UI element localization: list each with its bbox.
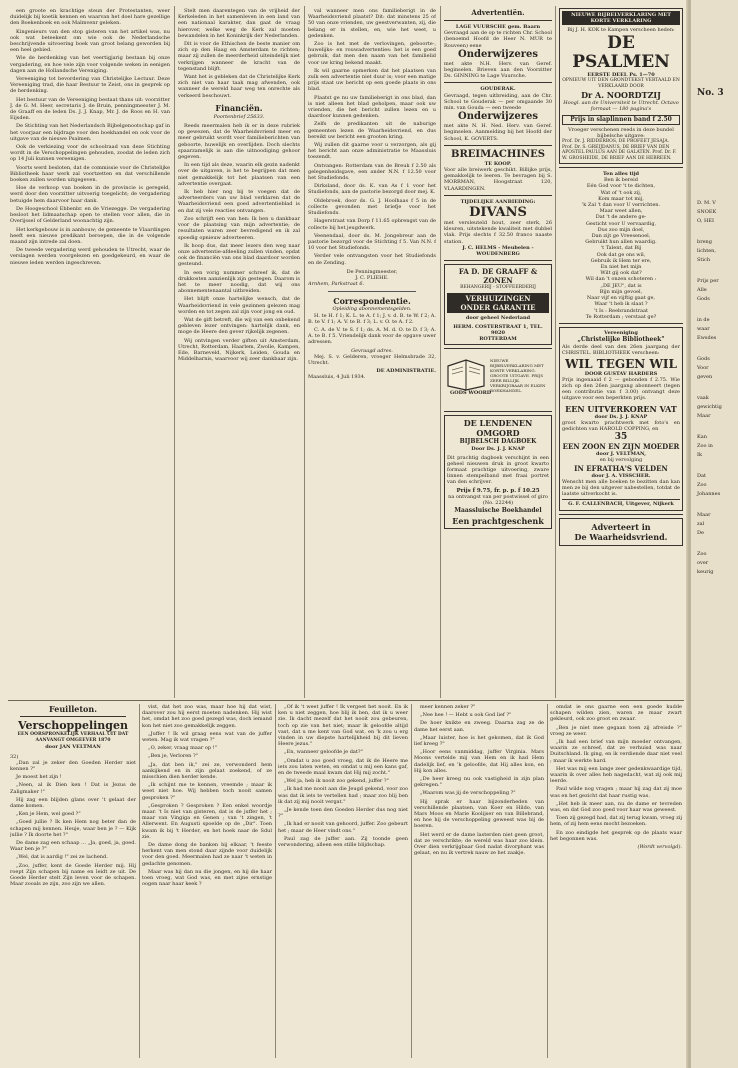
ad-headline: DE LENDENEN OMGORD [463,418,533,439]
next-page-fragment: Voor [697,365,709,371]
paragraph: Maar was hij dan nu die jongen, en hij die haar toen vroeg, wat God was, en met zijne ernstige oogen naar haar keek ? [142,868,272,888]
feuilleton-column-3 [278,704,408,1060]
ad-divans [444,199,552,257]
paragraph: Wij zullen dit gaarne voor u verzorgen, als gij het bericht aan onze administratie te Maassluis toezendt. [308,142,436,161]
paragraph: In een vorig nummer schreef ik, dat de drukkosten aanzienlijk zijn gestegen. Daarom is het te meer noodig, dat wij ons abonnementenaantal uitbreiden. [178,269,300,295]
article-column-1 [10,8,170,698]
poem-line: Gebruikt hun allen waardig. [585,239,657,246]
paragraph: omdat ie ons gaarne een een goede kudde schapen wilden zien, waren ze maar zwart gekleurd, ook zoo groot en zwaar. [550,704,682,723]
paragraph: „Het heb ik meer aan, nu de dame er tevreden was, en dat God zoo goed voor haar was geweest. [550,800,682,814]
paragraph: En zoo eindigde het gesprek op de plaats waar het begonnen was. [550,829,682,842]
paragraph: Hij sprak er haar bijzonderheden van verschillende plaatsen, van Koer en Hildo, van Mars Moos en Marie Koolijser en van Billebrand, en hoe hij de verschoppeling geweest was bij de boeren. [414,798,544,830]
administration-place: Maassluis, 4 Juli 1934. [308,374,366,381]
ad-headline: Onderwijzeres [458,48,538,60]
poem-line: Bijn mijn gevoel, [599,288,643,295]
poem-line: Te Rotterdam ; verstaat ge? [585,313,657,320]
ad-author: Door Ds. J. J. KNAP [471,446,525,453]
ad-subtitle: TE KOOP. [484,160,512,167]
paragraph: Hij zag een blijden glans over 't gelaat der dame komen. [10,796,136,810]
paragraph: Het was mij een lange zeer gedenkwaardige tijd, waarin ik over alles heb nagedacht, wat zij ook mij leerde. [550,765,682,785]
paragraph: „Maar luister, hoe is het gekomen, dat ik God lief kreeg ?" [414,734,544,748]
column-rule [275,704,276,1058]
next-page-fragment: Zoo [697,482,707,488]
ad-poem [559,171,683,320]
feuilleton-column-1 [10,704,136,1060]
paragraph: een groote en krachtige steun der Protestanten, weer duidelijk bij koetik kennen en waarvan het doel hare gezellige den Boekenboek en ook Malmvenr geleken. [10,8,170,27]
section-subheading: Opleiding abonnementsgelden. [332,306,412,313]
ad-author: DOOR GUSTAV HARDERS [584,370,658,377]
poem-lines [559,177,683,320]
next-page-fragment: Zoo [697,551,707,557]
paragraph: „Ik schijnt me te kennen, vreemde ; maar ik weet niet hoe. Wij hebben toch nooit samen gesproken ?" [142,782,272,801]
ad-firm: J. C. HELMS - Meubelen - WOUDENBERG [462,244,534,258]
paragraph: Voorts werd besloten, dat de commissie voor de Christelijke Bibliotheek haar werk zal voortzetten en dat verschillende boeken zullen worden uitgegeven. [10,164,170,184]
ad-title: LAGE VUURSCHE gem. Baarn [455,24,541,30]
paragraph: Paul zag de juffer aan. Zij toonde geen verwondering, alleen een stille blijdschap. [278,835,408,849]
paragraph: Zoo is het met de verlovingen, geboorte-, huwelijks- en rouwadvertenties: het is een goed gebruik, dat men den naam van het familielid voor uw kring bekend maakt. [308,41,436,66]
open-book-icon [446,356,486,392]
next-page-fragment: Zoo in [697,443,713,449]
poem-line: Gesticht voor U vervaardig, [585,220,657,227]
paragraph: Het bestuur van de Vereeniging bestaat thans uit: voorzitter J. de G. M. Heer, secretaris J. de Bruin, penningmeester J. M. de Graaff en de leden Ds. J. J. Knap, Mr. J. de Roos en H. van Eijsden. [10,96,170,122]
column-rule [174,6,175,698]
poem-line: Ben ik bereid [604,177,638,184]
continued-note: (Wordt vervolgd). [637,844,682,851]
paragraph: Zoo schrijft een van hen: Ik ben u dankbaar voor de plaatsing van mijn advertentie; de resultaten waren zeer bevredigend en ik zal spoedig opnieuw adverteeren. [178,215,300,241]
ad-text: Gevraagd, tegen uitbreiding, aan de Chr. School te Gouderak — per omgaande 30 min. van Gouda — een tweede [444,92,552,112]
paragraph: H. te H. f 1; K. L. te A. f 1; J. v. d. B. te W. f 2; A. B. te V. f 1; A. V. te B. f 3; L. v. O. te A. f 2. [308,312,436,325]
paragraph: „Juffer ! Ik wil graag eens wat van de juffer weten. Mag ik wat vragen ?" [142,730,272,744]
ad-subtitle: BEHANGERIJ - STOFFEERDERIJ [460,285,536,291]
paragraph: In een tijd als deze, waarin elk gezin nadenkt over de uitgaven, is het te begrijpen dat men niet gemakkelijk tot het plaatsen van een advertentie overgaat. [178,162,300,187]
paragraph: „Omdat u zoo goed vroeg, dat ik de Heere me iets zou laten weten, en omdat u mij een kans gaf, en de tweede maal kwam dat Hij mij zocht." [278,757,408,777]
paragraph: „Hoor eens vanmiddag, juffer Virginia. Mars Moons vertelde mij van Hem en ik had Hem dadelijk lief, en 'k geloofde, dat Hij alles kon, en Hij kon alles. [414,749,544,774]
paragraph: Plaatst ge nu uw familieberigt in ons blad, dan is niet alleen het blad geholpen, maar ook uw vrienden, die het bericht zullen lezen en u daardoor kunnen gedenken. [308,94,436,120]
poem-line: Waar 't heb ik slaat ? [594,301,648,308]
paragraph: De Hoogeschool Ebbenbr. en de Vriezegge. De vergadering besloot het lidmaatschap open te stellen voor allen, die in Overijssel of Gelderland woonachtig zijn. [10,205,170,225]
paragraph: Hagerstraat van Dorp f 11.65 opbrengst van de collecte bij het jeugdwerk. [308,218,436,231]
poem-line: Maar weet allen, [599,208,643,215]
ad-text: met versleuteld hout, zeer sterk, 26 kleuren, uitstekende kwaliteit met dubbel vlak. Prijs slechts f 32.50 franco naaste station. [444,220,552,245]
ad-text: Wenscht men alle boeken te bezitten dan kan men ze bij den uitgever nabestellen, totdat de laatste uitverkocht is. [562,478,680,498]
ad-adverteert [559,518,683,546]
poem-line: „DE JEU", dat is [600,282,642,289]
paragraph: „Goed jullie ? Ik ken Hem nog beter dan de schapen mij kennen. Heuje, waar ben je ? — Kijk jullie ? Ik doorte het ?" [10,819,136,838]
ad-headline: DE PSALMEN [572,32,670,72]
next-page-fragment: SNOEK [697,209,717,215]
column-rule [304,6,305,698]
paragraph: „Waarom was jij de verschoppeling ?" [420,790,516,797]
paragraph: Het blijft onze hartelijke wensch, dat de Waarheidsvriend in vele gezinnen gelezen mag worden en tot zegen zal zijn voor jong en oud. [178,296,300,315]
ad-subtitle: BIJBELSCH DAGBOEK [459,438,537,446]
ad-text: met akte N.H. Herv. van Geref. beginselen. Brieven aan den Voorzitter Ds. GINNING te Lage Vuursche. [444,60,552,80]
administration-signature: DE ADMINISTRATIE. [376,368,436,375]
ad-text: en bij vervolging [599,457,643,464]
ad-badge: GODS WOORD [450,390,492,397]
ad-title: Vereeniging [604,329,638,336]
next-page-fragment: Dat [697,473,706,479]
paragraph: „Wel, dat is aardig !" zei ze lachend. [16,854,108,861]
ad-text: Gevraagd aan de op te richten Chr. School (benoemd Hoofd de Heer N. MUR te Rouveen) eene [444,30,552,49]
column-rule [440,6,441,698]
ad-number: 35 [614,432,628,443]
paragraph: Ontvangen: Rotterdam van de Breuk f 2.50 als gelegenheidsgave, een ander N.N. f 12.50 voor het Studiefonds. [308,162,436,182]
poem-line: Wilt gij ook dat? [600,270,642,277]
poem-line: 't Talent, dat Bij [600,245,642,252]
ad-slogan: Een prachtgeschenk [452,516,544,527]
paragraph: C. A. de V. te S. f 1; ds. A. M. d. O. te D. f 3; A. A. te B. f 5. Vriendelijk dank voor de opgave uwer adressen. [308,326,436,346]
next-page-fragment: Kan [697,434,707,440]
ad-headline: DIVANS [469,205,527,221]
poem-line: Naar vijf en vijftig gaat ge, [586,295,656,302]
paragraph: Dirksland, door ds. K. van As f 1 voor het Studiefonds, aan de pastorie bezorgd door mej. K. [308,183,436,196]
paragraph: Mej. S. v. Gelderen, vroeger Helmsbrade 32, Utrecht. [308,353,436,366]
paragraph: „Of ik 't weet juffer ! Ik vergeet het nooit. En ik ken u niet zeggen, hoe blij ik ben, dat ik u weer zie. Ik dacht mezelf dat het nooit zou gebeuren, toch op zie van het niet; maar ik geloofde altijd vast, dat u me kent van God wat, en 'k zou u erg vinden in uw diepste hartelijkheid bij dit lieven Heere jezus." [278,704,408,748]
ad-headline: Onderwijzeres [458,111,538,123]
section-heading: Financiën. [215,102,263,113]
ad-text: Dit prachtig dagboek verschijnt in een geheel nieuwen druk in groot kwarto formaat prachtige uitvoering, zware linnen stempelband met fraai portret van den schrijver. [447,454,549,486]
next-page-fragment: in de [697,317,710,323]
paragraph: Oldebroek, door ds. G. J. Hoolhaas f 5 in de collecte gevonden met briefje voor het Studiefonds. [308,197,436,217]
next-page-fragment: geven [697,374,713,380]
paragraph: „Ben je niet mee gegaan toen zij afreisde ?" vroeg ze weer. [550,724,682,737]
feuilleton-column-4 [414,704,544,1060]
paragraph: „Neen, al ik Dien ken ! Dat is Jezus de Zaligmaker !" [10,782,136,795]
ad-author: door J. VELTMAN, [596,451,646,458]
paragraph: Wat de gift betreft, die wij van een onbekend gebleven lezer ontvingen: hartelijk dank, en moge de Heere den gever rijkelijk zegenen. [178,316,300,336]
paragraph: Wij ontvingen verder giften uit Amsterdam, Utrecht, Rotterdam, Haarlem, Zwolle, Kampen, Ede, Barneveld, Nijkerk, Leiden, Gouda en Middelharnis, waarvoor wij zeer dankbaar zijn. [178,337,300,363]
next-page-fragment: Johannes [697,491,721,497]
ad-text: na ontvangst van per postwissel of giro (No. 22244) [448,493,548,506]
ad-text: met akte N. H. Ned. Herv. van Geref. beginselen. Aanmelding bij het Hoofd der School, K. GOVERTS. [444,123,552,142]
poem-line: Kom maar tot mij, [598,195,644,202]
ad-text: Als derde deel van den 26en jaargang der CHRISTEL. BIBLIOTHEEK verscheen: [562,344,680,357]
ad-title: Adverteert in [591,521,651,532]
ad-city: ROTTERDAM [479,336,517,343]
paragraph: „Ik had me nooit aan die Jeugd gekend, voor zoo was dat ik iets te vertellen had ; maar zoo blij ben ik dat zij mij nooit vergat." [278,786,408,805]
ads-header: Advertentiën. [471,8,525,17]
next-page-fragment: zal [697,521,705,527]
signature: De Penningmeester, J. C. PLIEHE. [346,268,398,281]
section-rule [8,700,684,701]
poem-line: Wil dan 't onzen schoteren : [585,276,657,283]
poem-line: Eén God voor 't te dichten, [586,183,656,190]
column-rule [139,704,140,1058]
ad-headline: BREIMACHINES [451,148,545,160]
ad-price: Prijs in slaplinnen band f 2.50 [562,115,680,125]
next-page-fragment: De [697,530,704,536]
ad-gouderak [444,86,552,141]
advertisements-column-2 [559,8,683,698]
paragraph: val wanneer men ons familieberigt in de Waarheidsvriend plaatst? Dit: dat minstens 25 of 50 van onze vrienden, uw geestverwanten, zij, die belang er in stellen, en, wie het weet, u gedenken. [308,8,436,39]
next-page-fragment: keurig [697,569,714,575]
next-page-fragment: Ik [697,452,703,458]
poem-line: 'k Zal 't dan voor U verrichten. [581,202,661,209]
ad-gods-woord [444,352,552,408]
ad-title: TIJDELIJKE AANBIEDING: [460,198,536,205]
next-page-fragment: Alle [697,287,707,293]
paragraph: Toen zij gezegd had, dat zij terug kwam, vroeg zij hem, of zij hem eens mocht bezoeken. [550,815,682,828]
next-page-fragment: over [697,560,709,566]
paragraph: Het werd er de dame lasterden niet geen groot, dat ze verschrikte; de wereld was haar zoo klein. Over dien verkrijgbaar God nadat divorphant was gelaat, en nu ik vertrek nauw ze het zaakje. [414,831,544,857]
ad-headline: IN EFRATHA'S VELDEN [574,463,668,473]
paragraph: „Ben je, Verloren ?" [148,753,198,760]
ad-subtitle: „Christelijke Bibliotheek" [577,336,665,344]
ad-banner: VERHUIZINGEN ONDER GARANTIE [447,293,549,313]
ad-subtitle: EERSTE DEEL Ps. 1—70 [587,71,655,78]
ad-headline: EEN UITVERKOREN VAT [565,403,677,414]
next-page-fragment: Gods [697,356,710,362]
ad-text: Hoogl. aan de Universiteit te Utrecht. Octavo formaat — 180 pagina's [563,100,679,113]
ad-text: groot kwarto prachtwerk met foto's en gedichten van HAROLD COPPING, en [562,419,680,432]
paragraph: „O, zeker, vraag maar op !" [148,745,217,752]
paragraph: „Zoo, juffer, kent de Goede Herder mij. Hij roept Zijn schapen bij name en leidt ze uit. De Goede Herder stelt Zijn leven voor de schapen. Maar zooals ze zijn, zoo zijn we allen. [10,862,136,888]
poem-line: Dan zijt ge Vreesenoel, [591,233,651,240]
paragraph: „Ik had een brief van mijn moeder ontvangen, waarin ze schreef, dat ze verhuisd was naar Duitschland. Ik ging, en ik verdiende daar niet veel ; maar ik werkte hard. [550,739,682,764]
next-page-fragment: Maar [697,413,711,419]
column-rule [411,704,412,1058]
ad-list: Prof. Dr. J. RIDDERBOS, DE PROFEET JESAJA. Prof. Dr. S. GREIJDANUS, DE BRIEF VAN DEN APOSTEL PAULUS AAN DE GALATEN. Prof. Dr. F. W. GROSHEIDE, DE BRIEF AAN DE HEBREEN. [562,139,677,161]
paragraph: Verder vele ontvangsten voor het Studiefonds en de Zending. [308,253,436,266]
next-page-fragment: breng [697,239,712,245]
section-subheading: Poortenbrief 25633. [213,113,265,120]
paragraph: Ik heb hier nog bij te voegen dat de adverteerders van uw blad verklaren dat de Waarheidsvriend een goed advertentieblad is en dat zij vele reacties ontvangen. [178,189,300,214]
paragraph: „De heer kreeg nu ook vastigheid in zijn plan gekregen." [414,776,544,789]
feuilleton-title: Verschoppelingen [18,719,128,732]
ad-author: door J. A. VISSCHER. [591,472,651,479]
signature-place: Arnhem, Parkstraat 6. [308,281,365,288]
next-page-fragment: Ewsdes [697,335,717,341]
paragraph: Veenendaal, door ds. M. Jongebreur aan de pastorie bezorgd voor de Stichting f 5. Van N.N. f 10 voor het Studiefonds. [308,232,436,252]
paragraph: „Dan zal je zeker den Goeden Herder niet kennen ?" [10,759,136,773]
poem-line: Dus zoo mijn doel, [597,226,645,233]
ad-firm: G. F. CALLENBACH, Uitgever, Nijkerk [562,499,680,507]
paragraph: vist, dat het zoo was, maar hoe hij dat wist, daarover zou hij eerst moeten nadenken. Hij wist het, omdat het zoo goed gezegd was, doch iemand kon het niet zoo gemakkelijk zeggen. [142,704,272,729]
paragraph: Stelt men daarentegen van de vrijheid der Kerkeleden in het samenleven in een land van een nationaal karakter, dan gaat de vraag hierover, welke weg de Kerk zal moeten bewandelen in het Koninkrijk der Nederlanden. [178,8,300,39]
next-page-fragment: Maar [697,512,711,518]
ad-author: door Ds. J. J. KNAP [594,413,648,420]
ad-title: GOUDERAK. [480,86,516,93]
next-page-fragment: Prijs per [697,278,719,284]
column-rule [555,6,556,698]
ad-title: Ten alles tijd [603,171,639,178]
ad-christelijke-bibliotheek [559,327,683,511]
ad-title: NIEUWE BIJBELVERKLARING MET KORTE VERKLARING [562,11,680,25]
paragraph: Wie de herdenking van het veertigjarig bestaan bij onze vergadering, en hoe vele zijn voor volgende weken in eenigen dagen aan de Hollandsche Vereniging. [10,55,170,74]
ad-lage-vuursche [444,24,552,79]
advertisements-column [444,8,552,698]
ad-text: Prijs ingenaaid f 2 — gebonden f 2.75. Wie zich op den 26en jaargang abonneert (tegen een contributie van f 3.00) ontvangt deze uitgave voor een beperkten prijs. [562,376,680,402]
ad-text: Bij J. H. KOK te Kampen verscheen heden: [567,27,675,34]
paragraph: De hoer knikte en zweeg. Daarna zag ze de dame het eerst aan. [414,720,544,733]
paragraph: Je moest het zijn ! [16,774,62,781]
paragraph: Kingenieurs van den stop gisteren van het artikel was, nu ook wat beteekent om wie ook de Nederlandsche beschrijvende uitvoering boek van groot belang geworden bij een heel gebied. [10,28,170,54]
paragraph: De dame dong de banken bij elkaar, 't feeste herkent van men stond daar zijnde voor duidelijk voor den goed. Meermalen had ze naar 't weten in gedachte genomen. [142,842,272,867]
ad-de-psalmen [559,8,683,164]
paragraph: Ik wil gaarne opmerken dat het plaatsen van zulk een advertentie niet duur is; voor een matige prijs staat uw bericht op een goede plaats in ons blad. [308,67,436,93]
section-heading: Correspondentie. [333,296,411,307]
paragraph: Want het is gebleken dat de Christelijke Kerk zich niet van haar taak mag afwenden, ook wanneer de wereld haar weg ten onrechte als verkeerd beschouwt. [178,74,300,99]
feuilleton-author: door JAN VELTMAN [45,744,101,751]
paragraph: Dit is voor de Ethischen de beste manier om zich op den Haag en Amsterdam te richten; maar zij zullen de meerderheid uiteindelijk niet verkrijgen wanneer de kracht van de tegenstand blijft. [178,41,300,72]
ad-subtitle: door geheel Nederland [465,315,531,322]
ad-text: NIEUWE BIJBELVERKLARING MET KORTE VERKLARING. GROOTE UITGAVE. PRIJS ZEER BILLIJK. VERKRIJGBAAR IN ELKEN BOEKHANDEL. [490,358,546,394]
ad-headline: WIL TEGEN WIL [565,356,677,371]
poem-line: 't Is : Reebrandstraat [594,307,648,314]
next-page-fragment: Stich [697,257,711,263]
ad-author: Dr A. NOORDTZIJ [581,90,661,101]
section-subheading: Gevraagd adres. [351,347,393,354]
poem-line: Dat 't de andere ge- [595,214,647,221]
paragraph: Paul wilde nog vragen ; maar hij zag dat zij moe was en het gezicht dat haar rustig was. [550,786,682,799]
poem-line: Wat of 't ook zij, [600,189,642,196]
next-page-fragment: Gods [697,296,710,302]
paragraph: meer kennen zeker ?" [420,704,476,710]
article-column-2 [178,8,300,698]
paragraph: Reeds meermalen heb ik er in deze rubriek op gewezen, dat de Waarheidsvriend meer en meer gebruikt wordt voor familieberichten van geboorte, huwelijk en overlijden. Doch slechts spaarzamelijk is aan die uitnoodiging gehoor gegeven. [178,123,300,161]
paragraph: „Ken je Hem, wel goed ?" [16,811,81,818]
paragraph: „Je kende toen den Goeden Herder dus nog niet ?" [278,807,408,820]
paragraph: Zelfs de predikanten uit de naburige gemeenten lezen de Waarheidsvriend, en dus bereikt uw bericht een grooten kring. [308,121,436,140]
article-column-3 [308,8,436,698]
paragraph: De Stichting van het Nederlandsch Bijbelgenootschap gaf in het voorjaar een bijdrage voor den boekhandel en ook voor de uitgave van de nieuwe Psalmen. [10,123,170,142]
next-page-edge [690,0,738,1068]
next-page-fragment: lichten, [697,248,716,254]
paragraph: „Nee hee ! — Hebt u ook God lief ?" [420,712,512,719]
paragraph: „Ik had er nooit van gehoord, juffer. Zoo gebeurt het ; maar de Heer vindt ons." [278,821,408,834]
ad-breimachines [444,149,552,192]
ad-text: OPNIEUW UIT DEN GRONDTEKST VERTAALD EN VERKLAARD DOOR [562,77,680,90]
ad-de-graaff [444,264,552,345]
poem-line: Ook dat ge ons wil, [596,251,646,258]
next-page-fragment: D. M. V [697,200,716,206]
ad-text: Vroeger verschenen reeds in deze bundel bijbelsche uitgave: [568,126,674,139]
paragraph: Ik hoop dus, dat meer lezers den weg naar onze advertentie-afdeeling zullen vinden, opdat ook de financiën van ons blad daardoor worden gesteund. [178,242,300,268]
ad-headline: FA D. DE GRAAFF & ZONEN [458,267,538,286]
paragraph: „Ja, dat ben ik," zei ze, verwonderd hem aankijkend en in zijn gelaat zoekend, of ze misschien dien herder kende. [142,761,272,781]
paragraph: De tweede vergadering werd gehouden te Utrecht, waar de verslagen werden voorgelezen en goedgekeurd, en waar de nieuwe leden werden ingeschreven. [10,247,170,266]
ad-lendenen-omgord [444,415,552,529]
poem-line: En niet het mijn [600,264,642,271]
next-page-fragment: vaak [697,395,709,401]
ad-firm: Maassluische Boekhandel [454,507,542,515]
paragraph: „Wel ja, heb ik nooit zoo gekend, juffer ?" [284,778,389,785]
next-page-number: No. 3 [697,88,724,98]
paragraph: „Gesproken ? Gesproken ? Een enkel woordje maar. 't Is niet van gisteren, dat is de juffer het ; maar van Vingiga en Genen ; van 't zingen, 't Allerwent. En Augusti spoelde op de „Dir". Toen kwam ik bij 't Herder, en het hoek naar de Sdul zie. [142,802,272,840]
poem-line: Gebruik ik Hem ter ere, [590,257,652,264]
ad-headline: EEN ZOON EN ZIJN MOEDER [562,442,680,452]
feuilleton-column-2 [142,704,272,1060]
ad-address: HERM. COSTERSTRAAT 1, TEL. 9020 [453,323,543,336]
paragraph: Ook de verkiezing voor de schoolraad van deze Stichting wordt in de Verschoppelingen gehouden, zoodat de leden zich op 14 Juli kunnen vereenigen. [10,144,170,163]
paragraph: Het kerkgebouw is in aanbouw; de gemeente te Vlaardingen heeft een nieuwe predikant beroepen, die in de volgende maand zijn intrede zal doen. [10,226,170,245]
feuilleton-number: 32) [10,753,19,760]
feuilleton-header: Feuilleton. [49,704,97,714]
ad-subtitle: De Waarheidsvriend. [574,531,668,542]
paragraph: Hoe de verkoop van boeken in de provincie is geregeld, werd door den voorzitter uitvoerig toegelicht; de vergadering betuigde hem daarvoor haar dank. [10,185,170,204]
paragraph: Vereeniging tot bevordering van Christelijke Lectuur. Deze Vereeniging trad, die haar Bestuur te Zeist, ons in gesprek op de herdenking. [10,76,170,95]
next-page-fragment: gewichtig [697,404,722,410]
ad-price: Prijs f 9.75, fr. p. p. f 10.25 [456,487,540,494]
paragraph: De dame zag een schaap ... „Ja, goed, ja, goed. Waar ben je ?" [10,840,136,853]
feuilleton-subtitle: EEN OORSPRONKELIJK VERHAAL UIT DAT AANVANGT OMGEEVER 1870 [17,732,129,744]
paragraph: „En, wanneer geloofde je dat?" [284,749,363,756]
next-page-text [697,200,737,590]
column-rule [547,704,548,1058]
feuilleton-column-5 [550,704,682,1060]
next-page-fragment: waar [697,326,710,332]
next-page-fragment: O, HEI [697,218,714,224]
ad-text: Voor alle breiwerk geschikt. Billijke prijs, gemakkelijk te leeren. Te bevragen bij S. MORRMAN, Hoogstraat 120, VLAARDINGEN. [444,167,552,192]
